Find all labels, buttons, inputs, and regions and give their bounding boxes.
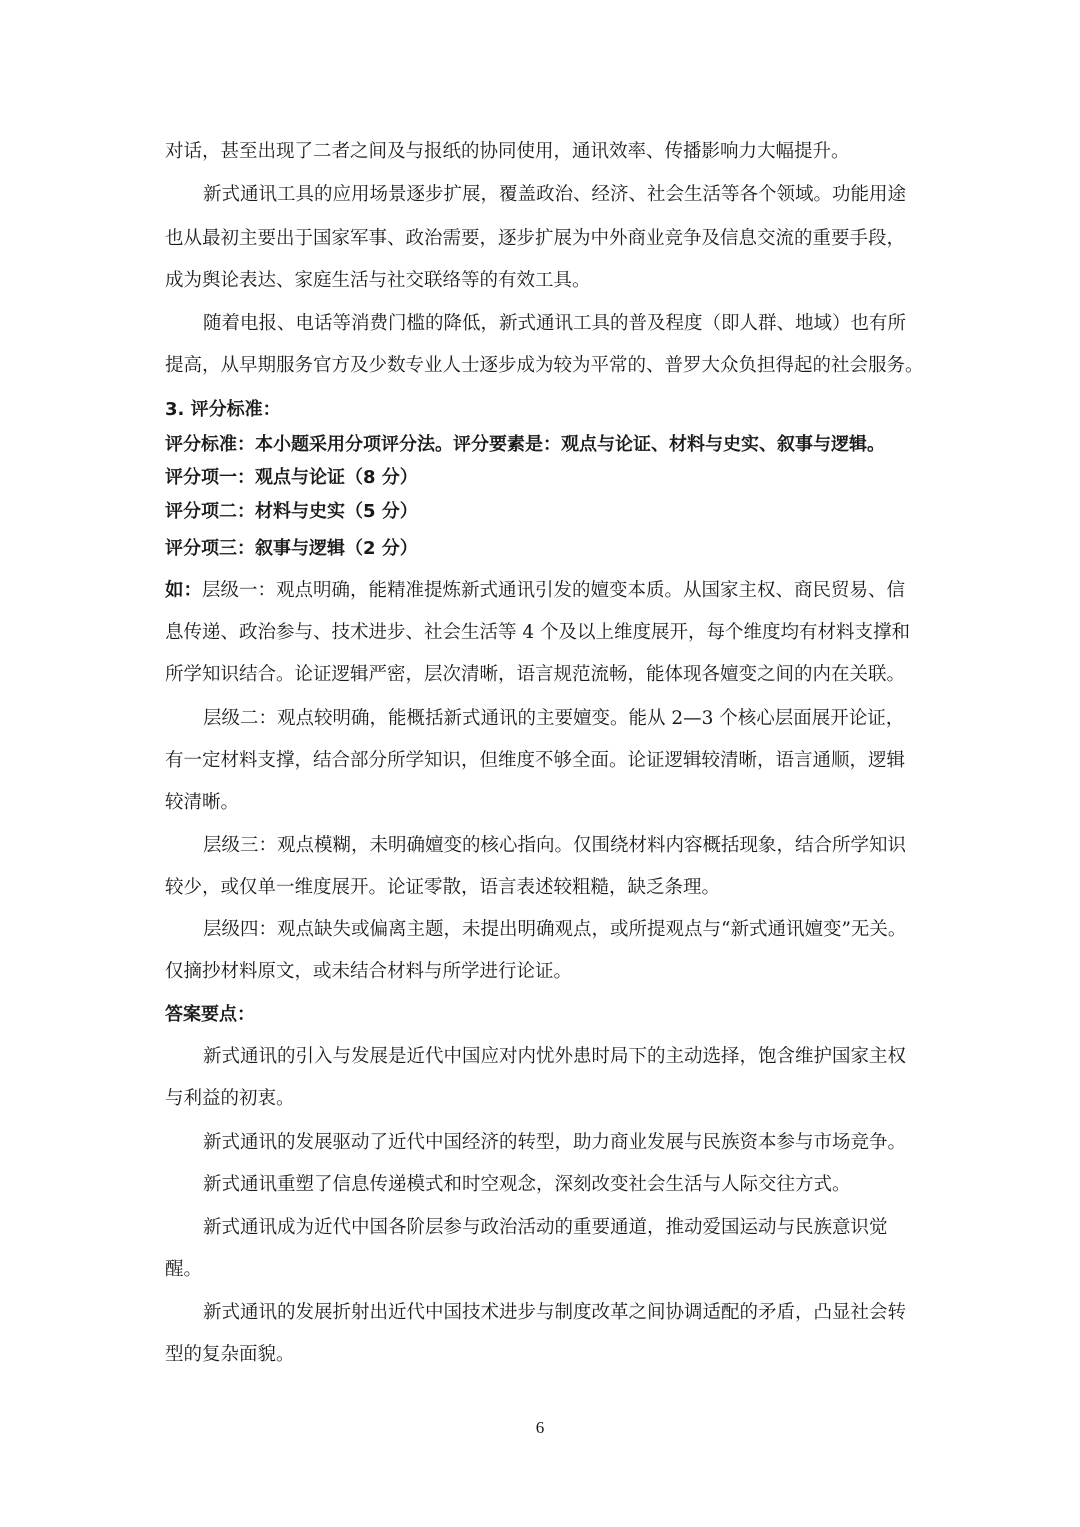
paragraph-line: 有一定材料支撑，结合部分所学知识，但维度不够全面。论证逻辑较清晰，语言通顺，逻辑	[165, 750, 906, 771]
level-one-text: 层级一：观点明确，能精准提炼新式通讯引发的嬗变本质。从国家主权、商民贸易、信	[202, 580, 906, 601]
paragraph-line: 新式通讯的引入与发展是近代中国应对内忧外患时局下的主动选择，饱含维护国家主权	[203, 1046, 907, 1067]
grading-item-2: 评分项二：材料与史实（5 分）	[165, 501, 418, 522]
grading-item-3: 评分项三：叙事与逻辑（2 分）	[165, 538, 418, 559]
grading-item-1: 评分项一：观点与论证（8 分）	[165, 467, 418, 488]
grading-standard: 评分标准：本小题采用分项评分法。评分要素是：观点与论证、材料与史实、叙事与逻辑。	[165, 434, 885, 455]
paragraph-line: 提高，从早期服务官方及少数专业人士逐步成为较为平常的、普罗大众负担得起的社会服务。	[165, 355, 924, 376]
paragraph-line: 新式通讯成为近代中国各阶层参与政治活动的重要通道，推动爱国运动与民族意识觉	[203, 1217, 888, 1238]
paragraph-line: 成为舆论表达、家庭生活与社交联络等的有效工具。	[165, 270, 591, 291]
example-label: 如：	[165, 580, 203, 601]
paragraph-line: 新式通讯的发展折射出近代中国技术进步与制度改革之间协调适配的矛盾，凸显社会转	[203, 1302, 907, 1323]
paragraph-line: 随着电报、电话等消费门槛的降低，新式通讯工具的普及程度（即人群、地域）也有所	[203, 313, 907, 334]
paragraph-line: 所学知识结合。论证逻辑严密，层次清晰，语言规范流畅，能体现各嬗变之间的内在关联。	[165, 664, 906, 685]
level-one-line	[165, 578, 925, 604]
paragraph-line: 型的复杂面貌。	[165, 1344, 295, 1365]
paragraph-line: 新式通讯工具的应用场景逐步扩展，覆盖政治、经济、社会生活等各个领域。功能用途	[203, 184, 907, 205]
paragraph-line: 层级四：观点缺失或偏离主题，未提出明确观点，或所提观点与“新式通讯嬗变”无关。	[203, 919, 907, 940]
paragraph-line: 息传递、政治参与、技术进步、社会生活等 4 个及以上维度展开，每个维度均有材料支撑和	[165, 622, 911, 643]
paragraph-line: 新式通讯重塑了信息传递模式和时空观念，深刻改变社会生活与人际交往方式。	[203, 1174, 851, 1195]
paragraph-line: 对话，甚至出现了二者之间及与报纸的协同使用，通讯效率、传播影响力大幅提升。	[165, 141, 850, 162]
paragraph-line: 与利益的初衷。	[165, 1088, 295, 1109]
paragraph-line: 醒。	[165, 1259, 203, 1280]
paragraph-line: 仅摘抄材料原文，或未结合材料与所学进行论证。	[165, 961, 573, 982]
paragraph-line: 较少，或仅单一维度展开。论证零散，语言表述较粗糙，缺乏条理。	[165, 877, 721, 898]
answer-key-heading: 答案要点：	[165, 1004, 255, 1025]
paragraph-line: 层级二：观点较明确，能概括新式通讯的主要嬗变。能从 2—3 个核心层面展开论证，	[203, 708, 905, 729]
paragraph-line: 较清晰。	[165, 792, 240, 813]
paragraph-line: 层级三：观点模糊，未明确嬗变的核心指向。仅围绕材料内容概括现象，结合所学知识	[203, 835, 907, 856]
section-heading: 3. 评分标准：	[165, 399, 281, 420]
paragraph-line: 也从最初主要出于国家军事、政治需要，逐步扩展为中外商业竞争及信息交流的重要手段，	[165, 228, 906, 249]
paragraph-line: 新式通讯的发展驱动了近代中国经济的转型，助力商业发展与民族资本参与市场竞争。	[203, 1132, 907, 1153]
page-number: 6	[535, 1418, 545, 1437]
